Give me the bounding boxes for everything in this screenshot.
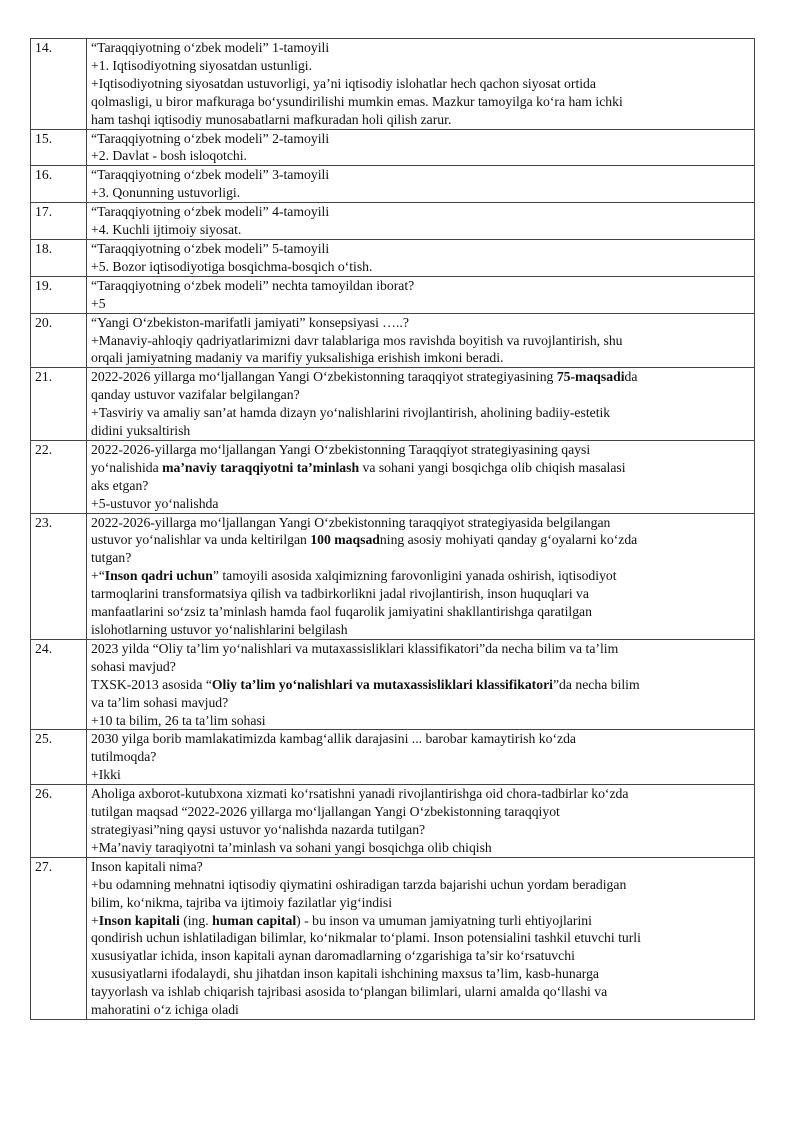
- text-line: mahoratini o‘z ichiga oladi: [91, 1002, 239, 1018]
- text-line: 2022-2026 yillarga mo‘ljallangan Yangi O‘zbekistonning taraqqiyot strategiyasining 75-maqsadida: [91, 369, 638, 385]
- table-row: [31, 276, 755, 313]
- row-content: [87, 239, 755, 276]
- qa-table-body: [31, 39, 755, 1020]
- text-line: tutgan?: [91, 550, 132, 566]
- row-content: [87, 857, 755, 1019]
- text-line: +1. Iqtisodiyotning siyosatdan ustunligi.: [91, 57, 313, 73]
- table-row: [31, 166, 755, 203]
- text-line: +Ma’naviy taraqiyotni ta’minlash va sohani yangi bosqichga olib chiqish: [91, 839, 492, 855]
- text-line: qolmasligi, u biror mafkuraga bo‘ysundirilishi mumkin emas. Mazkur tamoyilga ko‘ra ham ichki: [91, 93, 623, 109]
- row-content: [87, 129, 755, 166]
- text-line: tutilgan maqsad “2022-2026 yillarga mo‘ljallangan Yangi O‘zbekistonning taraqqiyot: [91, 804, 560, 820]
- bold-text: 100 maqsad: [310, 532, 380, 548]
- text-line: didini yuksaltirish: [91, 423, 191, 439]
- text-line: “Taraqqiyotning o‘zbek modeli” 4-tamoyili: [91, 204, 330, 220]
- row-number: 23.: [31, 513, 87, 639]
- table-row: [31, 368, 755, 441]
- text-line: yo‘nalishida ma’naviy taraqqiyotni ta’minlash va sohani yangi bosqichga olib chiqish masalasi: [91, 459, 626, 475]
- table-row: [31, 313, 755, 368]
- text-line: orqali jamiyatning madaniy va marifiy yuksalishiga erishish imkoni beradi.: [91, 350, 504, 366]
- row-number: 26.: [31, 785, 87, 858]
- row-content: [87, 440, 755, 513]
- text-line: +3. Qonunning ustuvorligi.: [91, 185, 241, 201]
- bold-text: Oliy ta’lim yo‘nalishlari va mutaxassisliklari klassifikatori: [211, 676, 553, 692]
- text-line: +“Inson qadri uchun” tamoyili asosida xalqimizning farovonligini yanada oshirish, iqtisodiyot: [91, 568, 617, 584]
- text-line: +5. Bozor iqtisodiyotiga bosqichma-bosqich o‘tish.: [91, 258, 373, 274]
- row-number: 18.: [31, 239, 87, 276]
- text-line: tayyorlash va ishlab chiqarish tajribasi asosida to‘plangan bilimlari, ularni amalda qo‘llashi va: [91, 984, 608, 1000]
- qa-table: [30, 38, 755, 1020]
- table-row: [31, 239, 755, 276]
- text-line: xususiyatlarni ifodalaydi, shu jihatdan inson kapitali ishchining maxsus ta’lim, kasb-hunarga: [91, 966, 600, 982]
- text-line: tutilmoqda?: [91, 749, 157, 765]
- row-content: [87, 203, 755, 240]
- table-row: [31, 39, 755, 130]
- row-number: 22.: [31, 440, 87, 513]
- row-content: [87, 39, 755, 130]
- text-line: bilim, ko‘nikma, tajriba va ijtimoiy fazilatlar yig‘indisi: [91, 894, 393, 910]
- text-line: +10 ta bilim, 26 ta ta’lim sohasi: [91, 712, 266, 728]
- table-row: [31, 857, 755, 1019]
- row-number: 25.: [31, 730, 87, 785]
- text-line: +Ikki: [91, 767, 121, 783]
- text-line: “Yangi O‘zbekiston-marifatli jamiyati” konsepsiyasi …..?: [91, 314, 409, 330]
- table-row: [31, 730, 755, 785]
- text-line: +2. Davlat - bosh isloqotchi.: [91, 148, 247, 164]
- row-number: 14.: [31, 39, 87, 130]
- text-line: ham tashqi iqtisodiy munosabatlarni mafkuradan holi qilish zarur.: [91, 111, 452, 127]
- table-row: [31, 129, 755, 166]
- text-line: +Iqtisodiyotning siyosatdan ustuvorligi, ya’ni iqtisodiy islohatlar hech qachon siyosat ortida: [91, 75, 596, 91]
- table-row: [31, 440, 755, 513]
- row-content: [87, 276, 755, 313]
- text-line: “Taraqqiyotning o‘zbek modeli” 1-tamoyili: [91, 40, 330, 55]
- text-line: Aholiga axborot-kutubxona xizmati ko‘rsatishni yanadi rivojlantirishga oid chora-tadbirlar ko‘zda: [91, 786, 629, 802]
- text-line: +5-ustuvor yo‘nalishda: [91, 495, 219, 511]
- bold-text: 75-maqsadi: [556, 369, 625, 385]
- text-line: aks etgan?: [91, 477, 149, 493]
- text-line: qondirish uchun ishlatiladigan bilimlar, ko‘nikmalar to‘plami. Inson potensialini tashkil etuvchi turli: [91, 930, 641, 946]
- bold-text: ma’naviy taraqqiyotni ta’minlash: [162, 459, 360, 475]
- text-line: +Tasviriy va amaliy san’at hamda dizayn yo‘nalishlarini rivojlantirish, aholining badiiy-estetik: [91, 405, 611, 421]
- text-line: +Manaviy-ahloqiy qadriyatlarimizni davr talablariga mos ravishda boyitish va ruvojlantirish, shu: [91, 332, 623, 348]
- bold-text: human capital: [212, 912, 297, 928]
- text-line: 2022-2026-yillarga mo‘ljallangan Yangi O‘zbekistonning Taraqqiyot strategiyasining qaysi: [91, 441, 591, 457]
- text-line: tarmoqlarini transformatsiya qilish va tadbirkorlikni jadal rivojlantirish, inson huquqlari va: [91, 586, 589, 602]
- text-line: +Inson kapitali (ing. human capital) - bu inson va umuman jamiyatning turli ehtiyojlarini: [91, 912, 592, 928]
- text-line: qanday ustuvor vazifalar belgilangan?: [91, 387, 300, 403]
- row-content: [87, 313, 755, 368]
- table-row: [31, 785, 755, 858]
- text-line: +4. Kuchli ijtimoiy siyosat.: [91, 222, 242, 238]
- text-line: xususiyatlar ichida, inson kapitali aynan daromadlarning o‘zgarishiga ta’sir ko‘rsatuvchi: [91, 948, 575, 964]
- text-line: sohasi mavjud?: [91, 658, 176, 674]
- row-content: [87, 368, 755, 441]
- text-line: ustuvor yo‘nalishlar va unda keltirilgan 100 maqsadning asosiy mohiyati qanday g‘oyalarni ko‘zda: [91, 532, 638, 548]
- text-line: “Taraqqiyotning o‘zbek modeli” 3-tamoyili: [91, 167, 330, 183]
- row-number: 17.: [31, 203, 87, 240]
- text-line: 2030 yilga borib mamlakatimizda kambag‘allik darajasini ... barobar kamaytirish ko‘zda: [91, 731, 576, 747]
- table-row: [31, 513, 755, 639]
- text-line: TXSK-2013 asosida “Oliy ta’lim yo‘nalishlari va mutaxassisliklari klassifikatori”da necha bilim: [91, 676, 640, 692]
- table-row: [31, 203, 755, 240]
- text-line: islohotlarning ustuvor yo‘nalishlarini belgilash: [91, 622, 348, 637]
- row-number: 20.: [31, 313, 87, 368]
- row-content: [87, 639, 755, 730]
- text-line: strategiyasi”ning qaysi ustuvor yo‘nalishda nazarda tutilgan?: [91, 821, 426, 837]
- text-line: “Taraqqiyotning o‘zbek modeli” 2-tamoyili: [91, 130, 330, 146]
- table-row: [31, 639, 755, 730]
- text-line: +bu odamning mehnatni iqtisodiy qiymatini oshiradigan tarzda bajarishi uchun yordam beradigan: [91, 876, 627, 892]
- row-content: [87, 730, 755, 785]
- bold-text: Inson qadri uchun: [104, 568, 213, 584]
- text-line: 2022-2026-yillarga mo‘ljallangan Yangi O‘zbekistonning taraqqiyot strategiyasida belgilangan: [91, 514, 611, 530]
- text-line: manfaatlarini so‘zsiz ta’minlash hamda faol fuqarolik jamiyatini shakllantirishga qaratilgan: [91, 604, 592, 620]
- text-line: “Taraqqiyotning o‘zbek modeli” 5-tamoyili: [91, 240, 330, 256]
- bold-text: Inson kapitali: [98, 912, 180, 928]
- row-content: [87, 166, 755, 203]
- text-line: “Taraqqiyotning o‘zbek modeli” nechta tamoyildan iborat?: [91, 277, 415, 293]
- text-line: va ta’lim sohasi mavjud?: [91, 694, 229, 710]
- text-line: +5: [91, 295, 106, 311]
- row-number: 15.: [31, 129, 87, 166]
- row-number: 19.: [31, 276, 87, 313]
- row-number: 27.: [31, 857, 87, 1019]
- row-content: [87, 513, 755, 639]
- row-number: 16.: [31, 166, 87, 203]
- text-line: Inson kapitali nima?: [91, 858, 203, 874]
- row-number: 24.: [31, 639, 87, 730]
- text-line: 2023 yilda “Oliy ta’lim yo‘nalishlari va mutaxassisliklari klassifikatori”da necha bilim va ta’lim: [91, 640, 619, 656]
- row-number: 21.: [31, 368, 87, 441]
- row-content: [87, 785, 755, 858]
